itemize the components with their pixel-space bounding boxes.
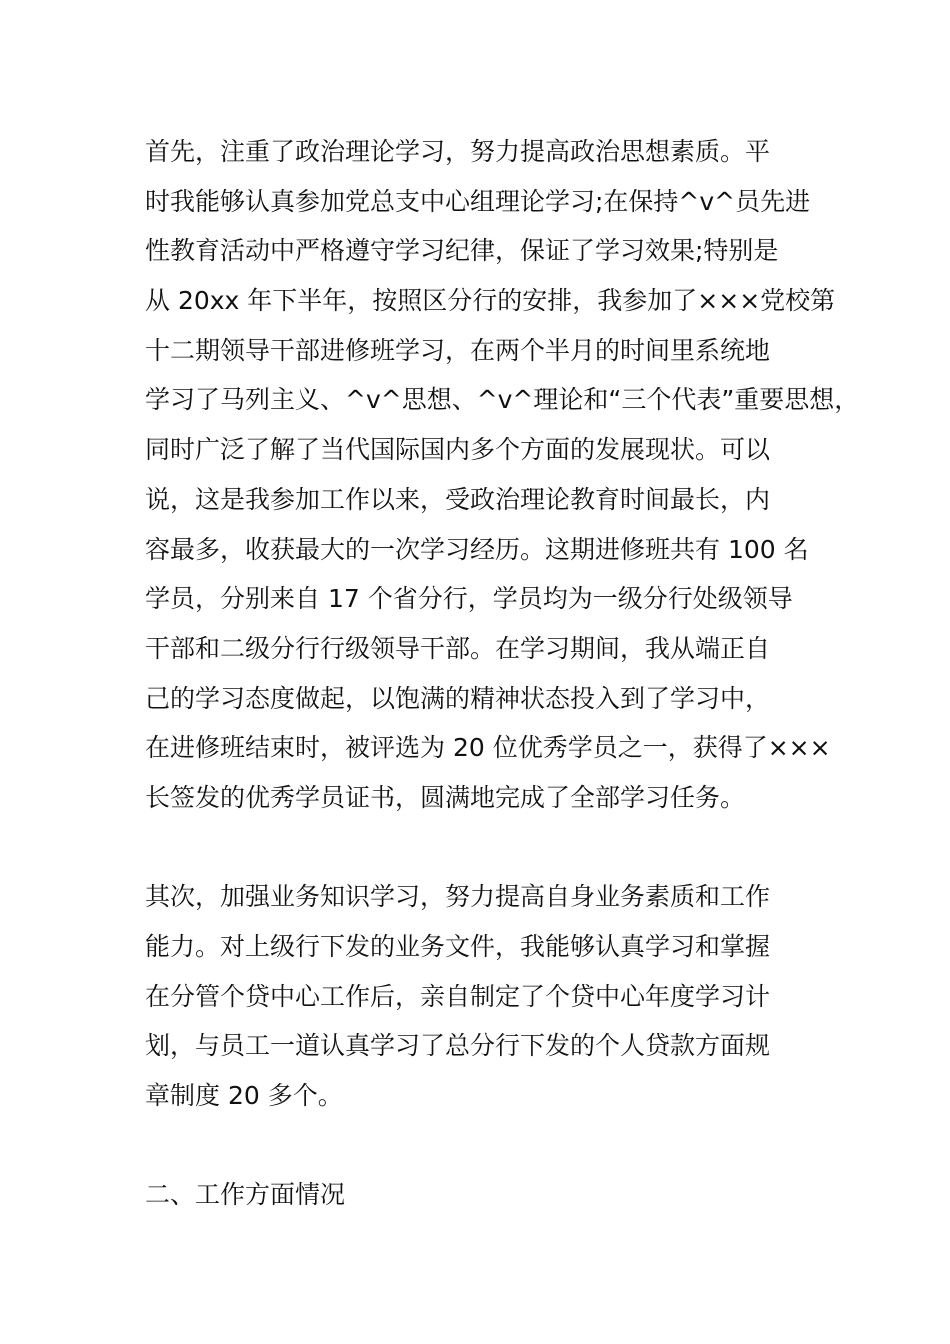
text-line: 性教育活动中严格遵守学习纪律，保证了学习效果;特别是 xyxy=(145,236,779,266)
text-line: 同时广泛了解了当代国际国内多个方面的发展现状。可以 xyxy=(145,435,771,465)
paragraph-spacer xyxy=(145,1121,835,1171)
text-line: 其次，加强业务知识学习，努力提高自身业务素质和工作 xyxy=(145,882,771,912)
section-heading: 二、工作方面情况 xyxy=(145,1180,346,1210)
text-line: 时我能够认真参加党总支中心组理论学习;在保持^v^员先进 xyxy=(145,186,811,216)
text-line: 首先，注重了政治理论学习，努力提高政治思想素质。平 xyxy=(145,137,771,166)
paragraph-political-study xyxy=(145,127,860,823)
text-line: 从 20xx 年下半年，按照区分行的安排，我参加了×××党校第 xyxy=(145,286,836,316)
text-line: 在分管个贷中心工作后，亲自制定了个贷中心年度学习计 xyxy=(145,981,771,1011)
text-line: 在进修班结束时，被评选为 20 位优秀学员之一，获得了××× xyxy=(145,733,831,763)
text-line: 说，这是我参加工作以来，受政治理论教育时间最长，内 xyxy=(145,484,771,514)
text-line: 容最多，收获最大的一次学习经历。这期进修班共有 100 名 xyxy=(145,534,809,564)
text-line: 学习了马列主义、^v^思想、^v^理论和“三个代表”重要思想， xyxy=(145,385,860,415)
text-line: 干部和二级分行行级领导干部。在学习期间，我从端正自 xyxy=(145,633,771,663)
text-line: 章制度 20 多个。 xyxy=(145,1081,343,1111)
text-line: 长签发的优秀学员证书，圆满地完成了全部学习任务。 xyxy=(145,782,746,812)
text-line: 学员，分别来自 17 个省分行，学员均为一级分行处级领导 xyxy=(145,584,793,614)
text-line: 能力。对上级行下发的业务文件，我能够认真学习和掌握 xyxy=(145,932,771,961)
text-line: 己的学习态度做起，以饱满的精神状态投入到了学习中， xyxy=(145,683,771,713)
text-line: 十二期领导干部进修班学习，在两个半月的时间里系统地 xyxy=(145,335,771,365)
document-body xyxy=(145,127,860,1220)
paragraph-business-study xyxy=(145,872,835,1120)
text-line: 划，与员工一道认真学习了总分行下发的个人贷款方面规 xyxy=(145,1031,771,1061)
paragraph-spacer xyxy=(145,823,835,873)
